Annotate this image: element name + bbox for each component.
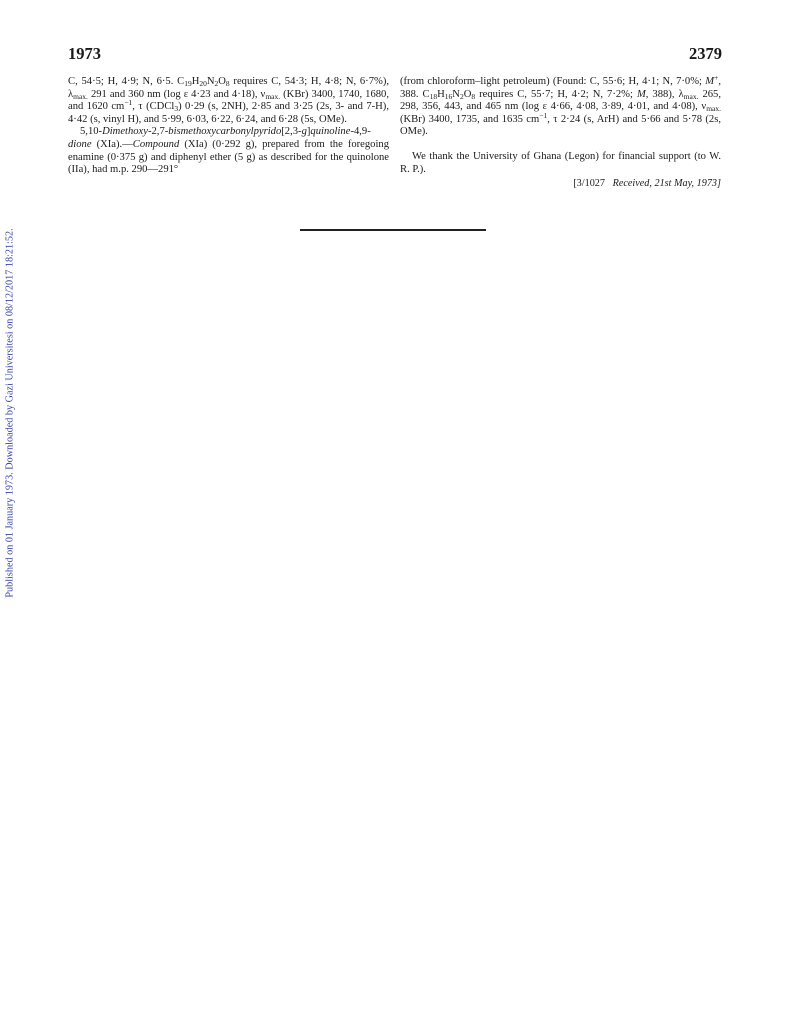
left-column — [68, 76, 389, 177]
compound-paragraph: 5,10-Dimethoxy-2,7-bismethoxycarbonylpyrido[2,3-g]quinoline-4,9-dione (XIa).—Compound (XIa) (0·292 g), prepared from the foregoing enamine (0·375 g) and diphenyl ether (5 g) as described for the quinolone (IIa), had m.p. 290—291° — [68, 126, 390, 176]
publication-margin-note — [2, 215, 18, 610]
received-label: Received — [612, 178, 650, 190]
found-paragraph: (from chloroform–light petroleum) (Found: C, 55·6; H, 4·1; N, 7·0%; M+, 388. $C_{18}H_{16}N_2O_8$ requires C, 55·7; H, 4·2; N, 7·2%; M, 388), $\lambda_{max.}$ 265, 298, 356, 443, and 465 nm (log ε 4·66, 4·08, 3·89, 4·01, and 4·08), $\nu_{max.}$ (KBr) 3400, 1735, and 1635 $cm^{-1}$, τ 2·24 (s, ArH) and 5·66 and 5·78 (2s, OMe). — [400, 73, 722, 138]
end-rule — [300, 229, 486, 231]
margin-note-text: Published on 01 January 1973. Downloaded by Gazi Universitesi on 08/12/2017 18:21:52. — [4, 227, 16, 598]
received-date: , 21st May, 1973] — [649, 178, 721, 190]
acknowledgement-paragraph: We thank the University of Ghana (Legon) for financial support (to W. R. P.). — [400, 150, 721, 175]
right-column — [400, 73, 722, 191]
header-page-number: 2379 — [689, 44, 722, 63]
reference-number: [3/1027 — [573, 178, 605, 190]
analysis-paragraph: C, 54·5; H, 4·9; N, 6·5. $C_{19}H_{20}N_2O_8$ requires C, 54·3; H, 4·8; N, 6·7%), $\lambda_{max.}$ 291 and 360 nm (log ε 4·23 and 4·18), $\nu_{max.}$ (KBr) 3400, 1740, 1680, and 1620 $cm^{-1}$, τ (CDCl$_3$) 0·29 (s, 2NH), 2·85 and 3·25 (2s, 3- and 7-H), 4·42 (s, vinyl H), and 5·99, 6·03, 6·22, 6·24, and 6·28 (5s, OMe). — [68, 76, 390, 125]
header-year: 1973 — [68, 44, 101, 63]
received-line — [400, 178, 721, 191]
